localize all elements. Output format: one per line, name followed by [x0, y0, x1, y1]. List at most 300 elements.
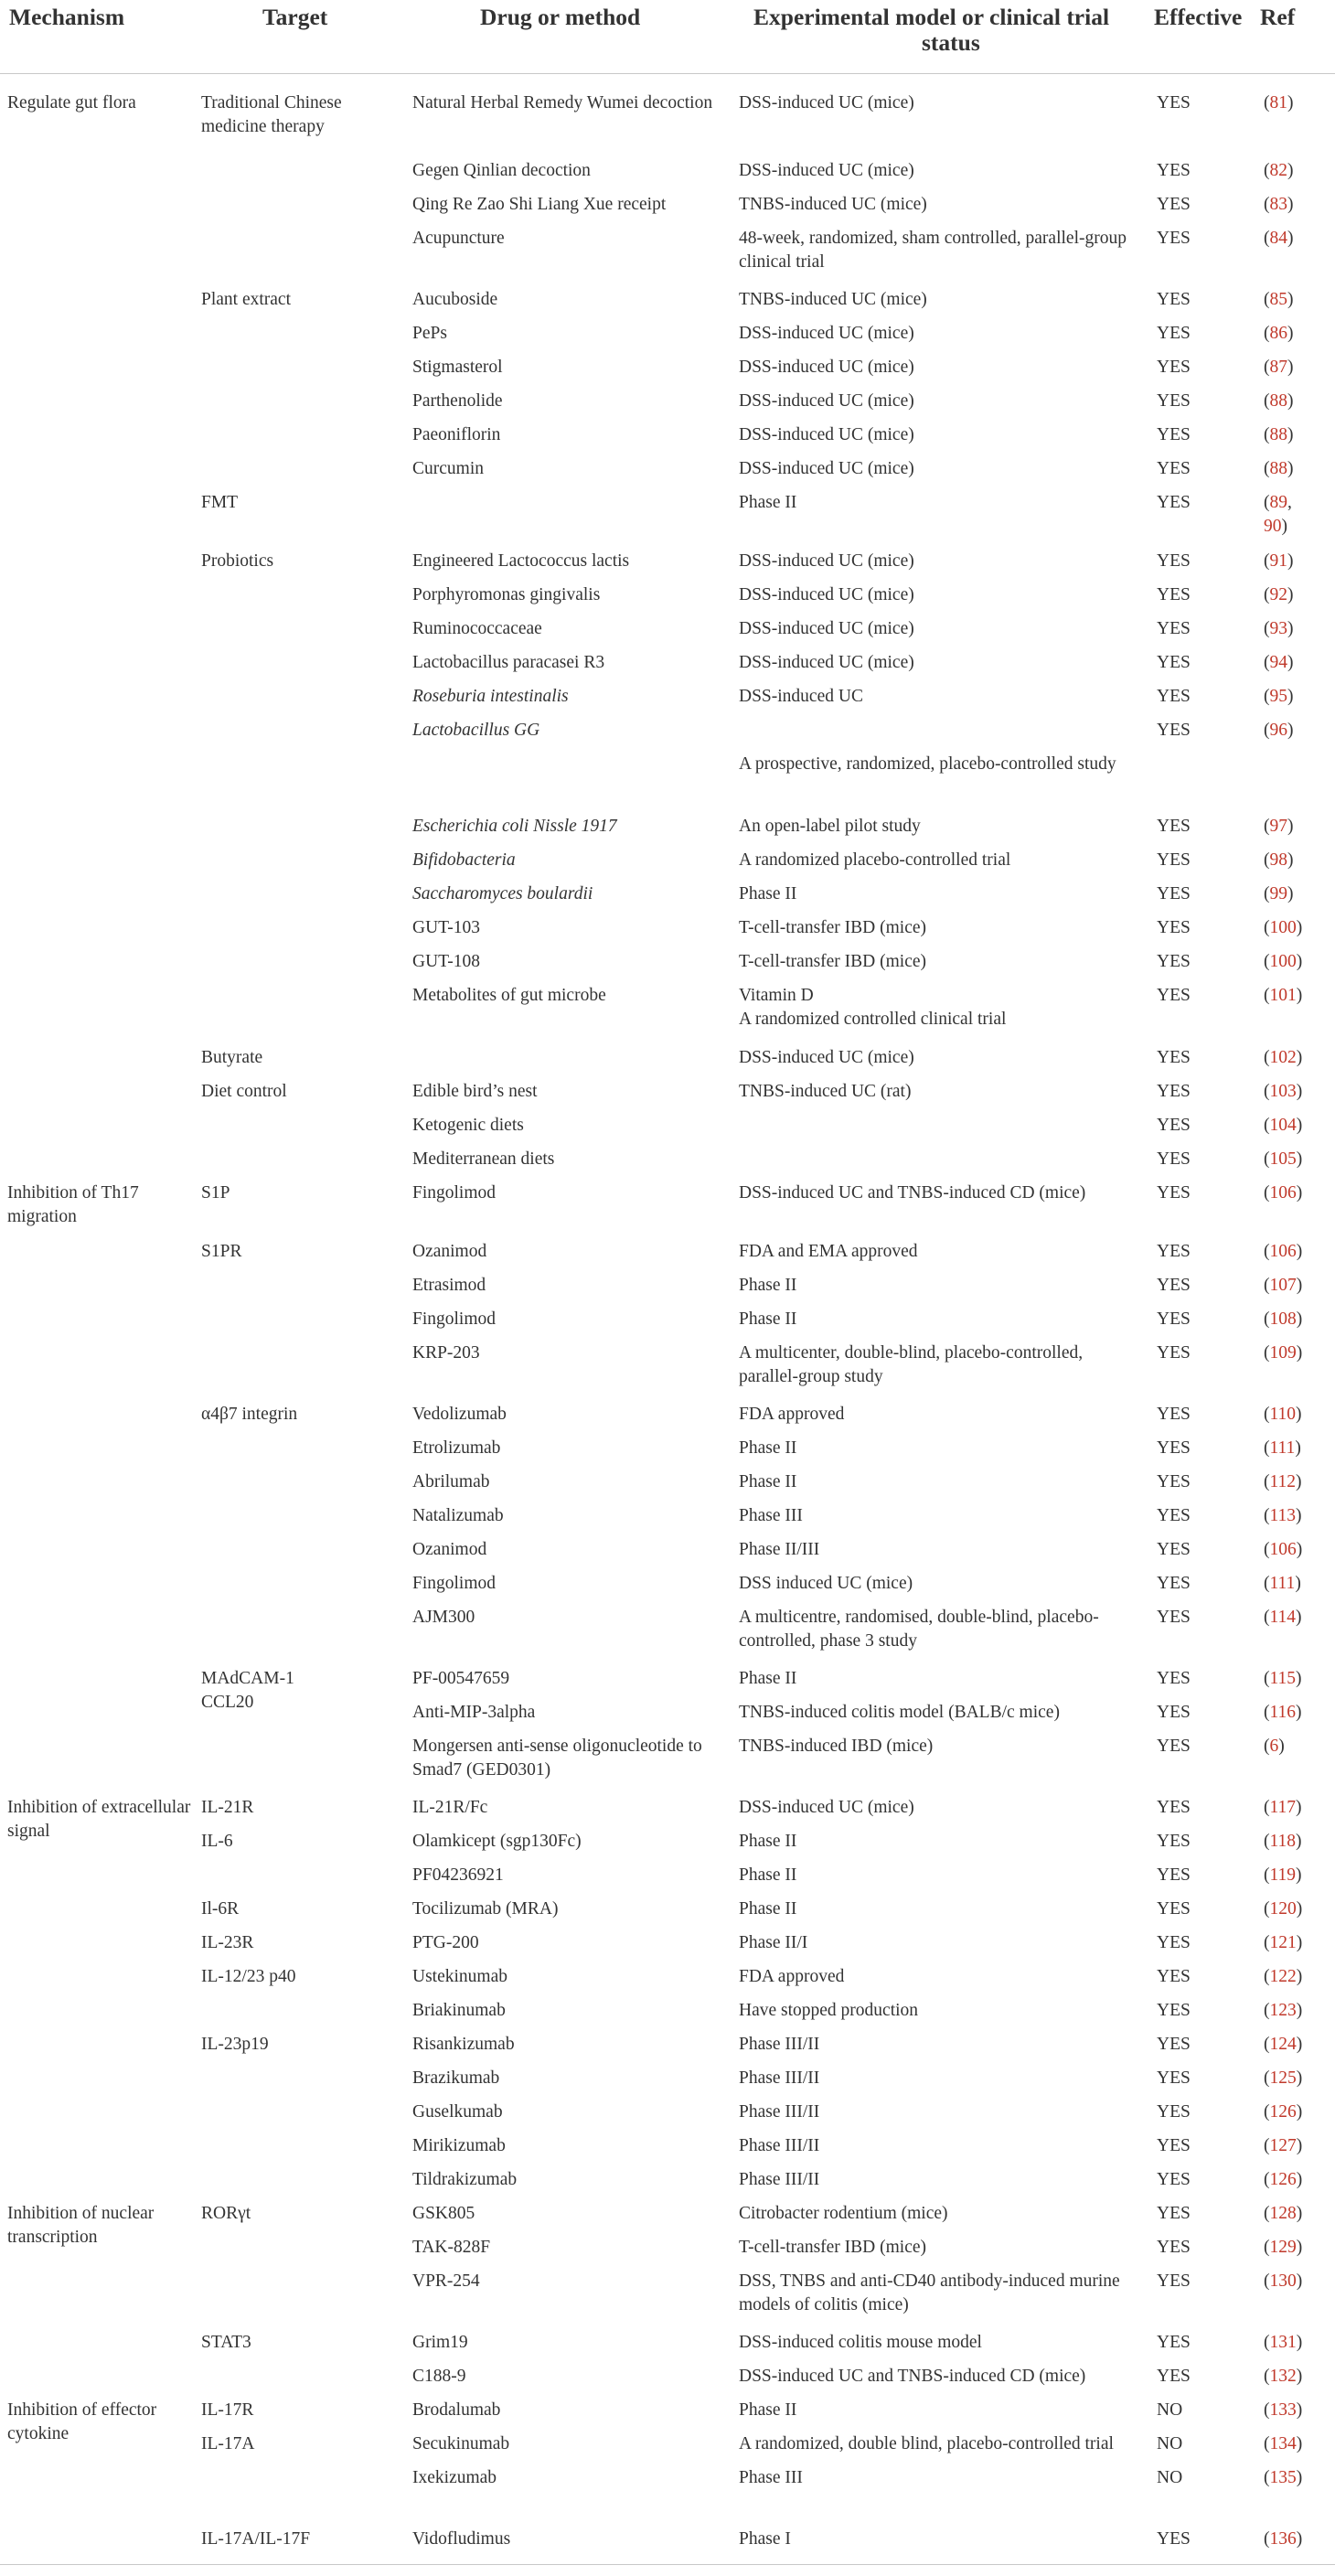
effective-cell: YES [1157, 1798, 1191, 1817]
reference-link[interactable]: 112 [1269, 1472, 1297, 1491]
ref-cell [1264, 288, 1317, 312]
drug-cell: GUT-103 [412, 918, 481, 937]
model-cell: A randomized placebo-controlled trial [739, 850, 1011, 870]
effective-cell: YES [1157, 1669, 1191, 1688]
ref-paren: ) [1296, 1242, 1303, 1261]
ref-paren: ( [1264, 1343, 1270, 1363]
effective-cell: YES [1157, 1933, 1191, 1952]
drug-cell: AJM300 [412, 1608, 475, 1627]
reference-link[interactable]: 82 [1269, 161, 1287, 180]
ref-cell [1264, 1046, 1317, 1070]
ref-paren: ( [1264, 1405, 1270, 1424]
reference-link[interactable]: 110 [1269, 1405, 1297, 1424]
target-cell: IL-12/23 p40 [201, 1967, 296, 1986]
ref-cell [1264, 2365, 1317, 2389]
effective-cell: YES [1157, 2333, 1191, 2352]
reference-link[interactable]: 98 [1269, 850, 1287, 870]
reference-link[interactable]: 111 [1269, 1574, 1296, 1593]
drug-cell: Etrasimod [412, 1276, 486, 1295]
ref-paren: ) [1287, 290, 1294, 309]
ref-paren: ( [1264, 986, 1270, 1005]
ref-cell [1264, 1148, 1317, 1171]
reference-link[interactable]: 94 [1269, 653, 1287, 672]
reference-link[interactable]: 127 [1269, 2136, 1297, 2155]
ref-paren: ( [1264, 425, 1270, 444]
model-cell: Phase III [739, 1506, 803, 1525]
target-cell: RORγt [201, 2204, 251, 2223]
ref-paren: ( [1264, 687, 1270, 706]
ref-paren: ( [1264, 1574, 1270, 1593]
reference-link[interactable]: 87 [1269, 358, 1287, 377]
effective-cell: YES [1157, 2102, 1191, 2122]
ref-cell [1264, 1240, 1317, 1264]
ref-paren: ( [1264, 1703, 1270, 1722]
ref-paren: ) [1278, 1737, 1285, 1756]
ref-cell [1264, 1796, 1317, 1820]
reference-link[interactable]: 123 [1269, 2001, 1297, 2020]
reference-link[interactable]: 126 [1269, 2102, 1297, 2122]
drug-cell: Guselkumab [412, 2102, 503, 2122]
ref-paren: ) [1296, 2271, 1303, 2291]
ref-paren: ) [1296, 1506, 1302, 1525]
reference-link[interactable]: 106 [1269, 1540, 1297, 1559]
reference-link[interactable]: 115 [1269, 1669, 1297, 1688]
ref-paren: ( [1264, 1967, 1270, 1986]
effective-cell: YES [1157, 1276, 1191, 1295]
header-ref: Ref [1260, 4, 1296, 30]
reference-link[interactable]: 114 [1269, 1608, 1297, 1627]
drug-cell: KRP-203 [412, 1343, 480, 1363]
ref-paren: ( [1264, 1933, 1270, 1952]
ref-separator: , [1287, 493, 1292, 512]
model-cell: T-cell-transfer IBD (mice) [739, 952, 927, 971]
drug-cell: C188-9 [412, 2367, 466, 2386]
drug-cell: Lactobacillus GG [412, 721, 540, 740]
ref-cell [1264, 2134, 1317, 2158]
ref-paren: ) [1281, 517, 1287, 536]
model-cell: T-cell-transfer IBD (mice) [739, 2238, 927, 2257]
effective-cell: YES [1157, 93, 1191, 112]
ref-paren: ( [1264, 2001, 1270, 2020]
model-cell: DSS-induced UC (mice) [739, 1798, 914, 1817]
ref-paren: ) [1287, 850, 1294, 870]
reference-link[interactable]: 101 [1269, 986, 1297, 1005]
mechanism-cell: Inhibition of nuclear transcription [7, 2204, 155, 2247]
reference-link[interactable]: 121 [1269, 1933, 1297, 1952]
drug-cell: Fingolimod [412, 1574, 497, 1593]
drug-cell: Stigmasterol [412, 358, 503, 377]
ref-paren: ) [1296, 1798, 1302, 1817]
ref-paren: ) [1296, 2434, 1303, 2453]
ref-paren: ( [1264, 1669, 1270, 1688]
ref-paren: ) [1296, 986, 1303, 1005]
effective-cell: YES [1157, 459, 1191, 478]
ref-cell [1264, 882, 1317, 906]
reference-link[interactable]: 106 [1269, 1242, 1297, 1261]
model-cell: A multicenter, double-blind, placebo-controlled, parallel-group study [739, 1343, 1084, 1386]
model-cell: DSS-induced UC (mice) [739, 619, 914, 638]
effective-cell: YES [1157, 1082, 1191, 1101]
ref-paren: ( [1264, 1048, 1270, 1067]
reference-link[interactable]: 88 [1269, 459, 1287, 478]
model-cell: DSS-induced UC and TNBS-induced CD (mice) [739, 2367, 1086, 2386]
ref-paren: ( [1264, 2068, 1270, 2088]
effective-cell: YES [1157, 1343, 1191, 1363]
ref-paren: ) [1287, 161, 1294, 180]
target-line: CCL20 [201, 1693, 254, 1712]
ref-cell [1264, 227, 1317, 251]
model-cell: Have stopped production [739, 2001, 919, 2020]
ref-cell [1264, 583, 1317, 607]
ref-paren: ( [1264, 1116, 1270, 1135]
effective-cell: YES [1157, 1899, 1191, 1919]
ref-paren: ( [1264, 1472, 1270, 1491]
ref-cell [1264, 651, 1317, 675]
ref-cell [1264, 2466, 1317, 2490]
reference-link[interactable]: 83 [1269, 195, 1287, 214]
target-cell: Il-6R [201, 1899, 240, 1919]
drug-cell: PePs [412, 324, 447, 343]
ref-cell [1264, 1437, 1317, 1460]
ref-paren: ( [1264, 2238, 1270, 2257]
drug-cell: Aucuboside [412, 290, 498, 309]
reference-link[interactable]: 119 [1269, 1865, 1297, 1885]
reference-link[interactable]: 88 [1269, 391, 1287, 411]
ref-paren: ) [1296, 1703, 1302, 1722]
ref-paren: ) [1296, 2102, 1303, 2122]
reference-link[interactable]: 133 [1269, 2400, 1297, 2420]
reference-link[interactable]: 120 [1269, 1899, 1297, 1919]
model-cell: Phase II [739, 1472, 797, 1491]
effective-cell: YES [1157, 551, 1191, 571]
reference-link[interactable]: 105 [1269, 1149, 1297, 1169]
model-cell: Phase III/II [739, 2170, 820, 2189]
effective-cell: NO [1157, 2468, 1183, 2487]
model-cell: DSS-induced UC (mice) [739, 324, 914, 343]
ref-paren: ) [1296, 1405, 1302, 1424]
ref-cell [1264, 685, 1317, 709]
effective-cell: YES [1157, 952, 1191, 971]
ref-paren: ) [1296, 1048, 1303, 1067]
mechanism-cell: Inhibition of effector cytokine [7, 2400, 157, 2443]
reference-link[interactable]: 136 [1269, 2529, 1297, 2549]
ref-cell [1264, 322, 1317, 346]
ref-paren: ) [1296, 1669, 1302, 1688]
ref-paren: ) [1287, 585, 1294, 604]
effective-cell: NO [1157, 2434, 1183, 2453]
effective-cell: YES [1157, 653, 1191, 672]
ref-paren: ( [1264, 1832, 1270, 1851]
ref-paren: ( [1264, 2102, 1270, 2122]
reference-link[interactable]: 135 [1269, 2468, 1297, 2487]
ref-cell [1264, 356, 1317, 379]
ref-cell [1264, 2202, 1317, 2226]
reference-link[interactable]: 6 [1269, 1737, 1279, 1756]
reference-link[interactable]: 124 [1269, 2035, 1297, 2054]
ref-paren: ( [1264, 1737, 1270, 1756]
reference-link[interactable]: 118 [1269, 1832, 1297, 1851]
effective-cell: YES [1157, 1737, 1191, 1756]
ref-paren: ) [1295, 1574, 1301, 1593]
target-cell: IL-21R [201, 1798, 254, 1817]
drug-cell: Mirikizumab [412, 2136, 506, 2155]
drug-cell: PF04236921 [412, 1865, 504, 1885]
mechanism-cell: Inhibition of Th17 migration [7, 1183, 139, 1226]
ref-paren: ) [1287, 459, 1294, 478]
reference-link[interactable]: 88 [1269, 425, 1287, 444]
ref-paren: ) [1296, 1343, 1303, 1363]
reference-link[interactable]: 84 [1269, 229, 1287, 248]
ref-paren: ) [1296, 2035, 1303, 2054]
effective-cell: YES [1157, 290, 1191, 309]
effective-cell: YES [1157, 918, 1191, 937]
ref-paren: ( [1264, 551, 1270, 571]
ref-cell [1264, 1470, 1317, 1494]
drug-cell: Parthenolide [412, 391, 503, 411]
target-cell: IL-17A [201, 2434, 255, 2453]
ref-paren: ) [1296, 1967, 1303, 1986]
reference-link[interactable]: 90 [1264, 517, 1282, 536]
effective-cell: NO [1157, 2400, 1183, 2420]
drug-cell: Curcumin [412, 459, 484, 478]
reference-link[interactable]: 113 [1269, 1506, 1297, 1525]
ref-cell [1264, 1504, 1317, 1528]
effective-cell: YES [1157, 2204, 1191, 2223]
ref-cell [1264, 916, 1317, 940]
reference-link[interactable]: 93 [1269, 619, 1287, 638]
ref-cell [1264, 457, 1317, 481]
drug-cell: GSK805 [412, 2204, 475, 2223]
ref-cell [1264, 950, 1317, 974]
effective-cell: YES [1157, 2238, 1191, 2257]
ref-paren: ( [1264, 2170, 1270, 2189]
model-cell: TNBS-induced colitis model (BALB/c mice) [739, 1703, 1060, 1722]
model-cell: Phase III/II [739, 2035, 820, 2054]
ref-paren: ) [1296, 2170, 1303, 2189]
target-cell: IL-23p19 [201, 2035, 269, 2054]
model-cell: Phase II [739, 1276, 797, 1295]
ref-paren: ( [1264, 918, 1270, 937]
ref-paren: ) [1296, 2367, 1303, 2386]
ref-paren: ( [1264, 585, 1270, 604]
reference-link[interactable]: 134 [1269, 2434, 1297, 2453]
reference-link[interactable]: 85 [1269, 290, 1287, 309]
reference-link[interactable]: 132 [1269, 2367, 1297, 2386]
ref-paren: ( [1264, 2434, 1270, 2453]
model-cell: DSS-induced UC (mice) [739, 459, 914, 478]
ref-paren: ) [1296, 918, 1303, 937]
reference-link[interactable]: 106 [1269, 1183, 1297, 1202]
reference-link[interactable]: 86 [1269, 324, 1287, 343]
effective-cell: YES [1157, 2271, 1191, 2291]
ref-paren: ) [1287, 425, 1294, 444]
target-cell: Butyrate [201, 1048, 263, 1067]
ref-paren: ( [1264, 459, 1270, 478]
model-cell: Phase III/II [739, 2068, 820, 2088]
effective-cell: YES [1157, 1540, 1191, 1559]
reference-link[interactable]: 116 [1269, 1703, 1297, 1722]
model-cell: Phase II [739, 2400, 797, 2420]
reference-link[interactable]: 95 [1269, 687, 1287, 706]
ref-cell [1264, 193, 1317, 217]
reference-link[interactable]: 92 [1269, 585, 1287, 604]
reference-link[interactable]: 117 [1269, 1798, 1297, 1817]
ref-paren: ( [1264, 1438, 1270, 1458]
drug-cell: PTG-200 [412, 1933, 479, 1952]
ref-paren: ) [1296, 1899, 1303, 1919]
ref-cell [1264, 719, 1317, 743]
effective-cell: YES [1157, 1242, 1191, 1261]
reference-link[interactable]: 99 [1269, 884, 1287, 903]
reference-link[interactable]: 122 [1269, 1967, 1297, 1986]
effective-cell: YES [1157, 1472, 1191, 1491]
drug-cell: Briakinumab [412, 2001, 506, 2020]
model-cell: DSS induced UC (mice) [739, 1574, 913, 1593]
reference-link[interactable]: 89 [1269, 493, 1287, 512]
reference-link[interactable]: 131 [1269, 2333, 1297, 2352]
drug-cell: Abrilumab [412, 1472, 490, 1491]
ref-paren: ) [1287, 817, 1294, 836]
ref-paren: ( [1264, 2367, 1270, 2386]
header-target: Target [262, 4, 328, 30]
drug-cell: Etrolizumab [412, 1438, 501, 1458]
ref-cell [1264, 1572, 1317, 1596]
ref-cell [1264, 1931, 1317, 1955]
effective-cell: YES [1157, 324, 1191, 343]
effective-cell: YES [1157, 1309, 1191, 1329]
ref-paren: ( [1264, 1309, 1270, 1329]
model-cell: Phase II [739, 1832, 797, 1851]
effective-cell: YES [1157, 1703, 1191, 1722]
ref-paren: ( [1264, 391, 1270, 411]
reference-link[interactable]: 104 [1269, 1116, 1297, 1135]
ref-paren: ( [1264, 93, 1270, 112]
reference-link[interactable]: 125 [1269, 2068, 1297, 2088]
ref-paren: ) [1296, 1933, 1303, 1952]
ref-cell [1264, 1606, 1317, 1630]
ref-paren: ( [1264, 653, 1270, 672]
model-cell: TNBS-induced UC (rat) [739, 1082, 912, 1101]
model-cell: DSS-induced UC [739, 687, 863, 706]
header-mechanism: Mechanism [9, 4, 125, 30]
drug-cell: Metabolites of gut microbe [412, 986, 606, 1005]
ref-cell [1264, 2270, 1317, 2293]
reference-link[interactable]: 96 [1269, 721, 1287, 740]
ref-paren: ) [1296, 2333, 1303, 2352]
drug-cell: Bifidobacteria [412, 850, 516, 870]
drug-cell: Ruminococcaceae [412, 619, 542, 638]
model-line: A randomized controlled clinical trial [739, 1010, 1007, 1029]
reference-link[interactable]: 100 [1269, 952, 1297, 971]
ref-paren: ( [1264, 1608, 1270, 1627]
effective-cell: YES [1157, 687, 1191, 706]
ref-paren: ( [1264, 1506, 1270, 1525]
effective-cell: YES [1157, 391, 1191, 411]
reference-link[interactable]: 128 [1269, 2204, 1297, 2223]
ref-paren: ) [1287, 195, 1294, 214]
ref-paren: ( [1264, 2136, 1270, 2155]
model-cell: A randomized, double blind, placebo-controlled trial [739, 2434, 1114, 2453]
ref-paren: ) [1296, 1472, 1302, 1491]
ref-paren: ) [1287, 93, 1294, 112]
effective-cell: YES [1157, 1149, 1191, 1169]
effective-cell: YES [1157, 1405, 1191, 1424]
model-cell: TNBS-induced IBD (mice) [739, 1737, 934, 1756]
model-cell: DSS-induced UC (mice) [739, 425, 914, 444]
target-cell: Traditional Chinese medicine therapy [201, 93, 342, 136]
ref-paren: ) [1287, 324, 1294, 343]
reference-link[interactable]: 111 [1269, 1438, 1296, 1458]
drug-cell: Saccharomyces boulardii [412, 884, 593, 903]
target-cell: IL-17R [201, 2400, 254, 2420]
ref-cell [1264, 1403, 1317, 1427]
target-cell: IL-23R [201, 1933, 254, 1952]
reference-link[interactable]: 100 [1269, 918, 1297, 937]
model-cell: Citrobacter rodentium (mice) [739, 2204, 948, 2223]
effective-cell: YES [1157, 161, 1191, 180]
model-cell: Phase II/I [739, 1933, 808, 1952]
model-cell: Phase II [739, 493, 797, 512]
effective-cell: YES [1157, 1967, 1191, 1986]
header-drug: Drug or method [480, 4, 641, 30]
reference-link[interactable]: 129 [1269, 2238, 1297, 2257]
drug-cell: TAK-828F [412, 2238, 491, 2257]
drug-cell: Escherichia coli Nissle 1917 [412, 817, 617, 836]
target-cell: α4β7 integrin [201, 1405, 298, 1424]
reference-link[interactable]: 126 [1269, 2170, 1297, 2189]
effective-cell: YES [1157, 2170, 1191, 2189]
effective-cell: YES [1157, 2001, 1191, 2020]
model-cell: Phase II [739, 1899, 797, 1919]
model-cell: FDA approved [739, 1967, 845, 1986]
ref-paren: ) [1296, 952, 1303, 971]
reference-link[interactable]: 103 [1269, 1082, 1297, 1101]
reference-link[interactable]: 97 [1269, 817, 1287, 836]
effective-cell: YES [1157, 817, 1191, 836]
ref-cell [1264, 1701, 1317, 1725]
reference-link[interactable]: 109 [1269, 1343, 1297, 1363]
drug-cell: GUT-108 [412, 952, 481, 971]
drug-cell: PF-00547659 [412, 1669, 510, 1688]
ref-paren: ( [1264, 229, 1270, 248]
model-cell: DSS-induced UC (mice) [739, 1048, 914, 1067]
target-cell: FMT [201, 493, 239, 512]
reference-link[interactable]: 107 [1269, 1276, 1297, 1295]
ref-paren: ) [1296, 1276, 1303, 1295]
drug-cell: Vidofludimus [412, 2529, 511, 2549]
drug-cell: Fingolimod [412, 1309, 497, 1329]
drug-cell: Grim19 [412, 2333, 468, 2352]
model-line: Vitamin D [739, 986, 814, 1005]
ref-paren: ) [1287, 358, 1294, 377]
model-cell: Phase III/II [739, 2136, 820, 2155]
header-effective: Effective [1154, 4, 1243, 30]
reference-link[interactable]: 130 [1269, 2271, 1297, 2291]
reference-link[interactable]: 91 [1269, 551, 1287, 571]
reference-link[interactable]: 102 [1269, 1048, 1297, 1067]
ref-paren: ) [1296, 1832, 1302, 1851]
effective-cell: YES [1157, 195, 1191, 214]
model-cell: A prospective, randomized, placebo-controlled study [739, 754, 1116, 774]
ref-paren: ( [1264, 290, 1270, 309]
drug-cell: Ozanimod [412, 1540, 487, 1559]
reference-link[interactable]: 81 [1269, 93, 1287, 112]
reference-link[interactable]: 108 [1269, 1309, 1297, 1329]
ref-paren: ( [1264, 1149, 1270, 1169]
drug-cell: Mediterranean diets [412, 1149, 555, 1169]
model-cell: DSS-induced UC (mice) [739, 653, 914, 672]
ref-paren: ( [1264, 1798, 1270, 1817]
